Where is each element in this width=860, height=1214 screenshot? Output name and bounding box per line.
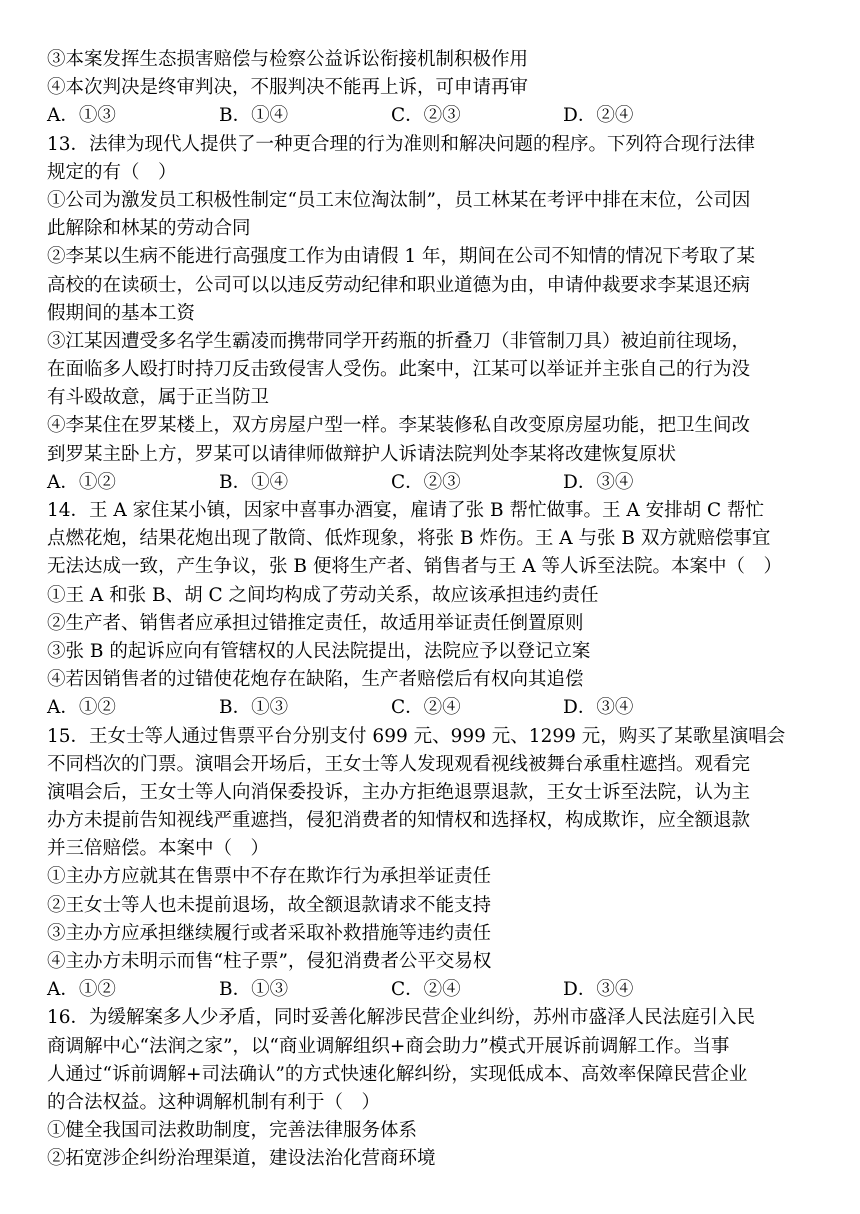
answer-option: A．①③ [47,105,116,127]
text-line: ①健全我国司法救助制度，完善法律服务体系 [47,1120,418,1142]
answer-option: B．①④ [219,471,289,493]
exam-page [47,46,817,1174]
text-line: 演唱会后，王女士等人向消保委投诉，主办方拒绝退票退款，王女士诉至法院，认为主 [47,781,751,803]
text-line: 点燃花炮，结果花炮出现了散筒、低炸现象，将张 B 炸伤。王 A 与张 B 双方就赔偿事宜 [47,528,771,550]
text-line: 此解除和林某的劳动合同 [47,218,251,240]
text-line: 高校的在读硕士，公司可以以违反劳动纪律和职业道德为由，申请仲裁要求李某退还病 [47,274,751,296]
text-line: ③江某因遭受多名学生霸凌而携带同学开药瓶的折叠刀（非管制刀具）被迫前往现场， [47,330,751,352]
text-line: ①公司为激发员工积极性制定“员工末位淘汰制”，员工林某在考评中排在末位，公司因 [47,189,751,211]
text-line: ③主办方应承担继续履行或者采取补救措施等违约责任 [47,922,492,944]
answer-option: C．②④ [391,697,461,719]
text-line: ②李某以生病不能进行高强度工作为由请假 1 年，期间在公司不知情的情况下考取了某 [47,246,756,268]
answer-options [47,976,817,1004]
text-line: ②生产者、销售者应承担过错推定责任，故适用举证责任倒置原则 [47,612,584,634]
text-line: 商调解中心“法润之家”，以“商业调解组织+商会助力”模式开展诉前调解工作。当事 [47,1035,730,1057]
text-line: 规定的有（ ） [47,161,177,183]
text-line: ②拓宽涉企纠纷治理渠道，建设法治化营商环境 [47,1148,436,1170]
answer-option: B．①③ [219,697,289,719]
answer-options [47,102,817,130]
text-line: 13．法律为现代人提供了一种更合理的行为准则和解决问题的程序。下列符合现行法律 [47,133,756,155]
answer-option: B．①③ [219,979,289,1001]
text-line: 有斗殴故意，属于正当防卫 [47,387,270,409]
text-line: ②王女士等人也未提前退场，故全额退款请求不能支持 [47,894,492,916]
text-line: 人通过“诉前调解+司法确认”的方式快速化解纠纷，实现低成本、高效率保障民营企业 [47,1063,748,1085]
text-line: 的合法权益。这种调解机制有利于（ ） [47,1091,381,1113]
text-line: 并三倍赔偿。本案中（ ） [47,838,270,860]
text-line: 14．王 A 家住某小镇，因家中喜事办酒宴，雇请了张 B 帮忙做事。王 A 安排胡 C 帮忙 [47,500,765,521]
answer-options [47,694,817,722]
answer-option: D．③④ [563,697,634,719]
answer-options [47,469,817,497]
text-line: ①王 A 和张 B、胡 C 之间均构成了劳动关系，故应该承担违约责任 [47,584,599,606]
answer-option: A．①② [47,697,116,719]
text-line: ④主办方未明示而售“柱子票”，侵犯消费者公平交易权 [47,951,492,972]
text-line: ③张 B 的起诉应向有管辖权的人民法院提出，法院应予以登记立案 [47,640,591,662]
answer-option: A．①② [47,979,116,1001]
answer-option: C．②④ [391,979,461,1001]
answer-option: D．②④ [563,105,634,127]
text-line: 到罗某主卧上方，罗某可以请律师做辩护人诉请法院判处李某将改建恢复原状 [47,443,677,465]
text-line: 15．王女士等人通过售票平台分别支付 699 元、999 元、1299 元，购买了某歌星演唱会 [47,725,786,747]
text-line: 在面临多人殴打时持刀反击致侵害人受伤。此案中，江某可以举证并主张自己的行为没 [47,359,751,381]
text-line: 办方未提前告知视线严重遮挡，侵犯消费者的知情权和选择权，构成欺诈，应全额退款 [47,810,751,832]
answer-option: A．①② [47,471,116,493]
text-line: ④本次判决是终审判决，不服判决不能再上诉，可申请再审 [47,77,529,99]
text-line: ③本案发挥生态损害赔偿与检察公益诉讼衔接机制积极作用 [47,49,529,70]
text-line: 假期间的基本工资 [47,302,196,324]
answer-option: D．③④ [563,979,634,1001]
text-line: ④若因销售者的过错使花炮存在缺陷，生产者赔偿后有权向其追偿 [47,669,584,691]
answer-option: C．②③ [391,471,461,493]
answer-option: C．②③ [391,105,461,127]
text-line: ①主办方应就其在售票中不存在欺诈行为承担举证责任 [47,866,492,888]
text-line: ④李某住在罗某楼上，双方房屋户型一样。李某装修私自改变原房屋功能，把卫生间改 [47,415,751,437]
answer-option: B．①④ [219,105,289,127]
text-line: 16．为缓解案多人少矛盾，同时妥善化解涉民营企业纠纷，苏州市盛泽人民法庭引入民 [47,1007,756,1029]
answer-option: D．③④ [563,471,634,493]
text-line: 不同档次的门票。演唱会开场后，王女士等人发现观看视线被舞台承重柱遮挡。观看完 [47,753,751,775]
text-line: 无法达成一致，产生争议，张 B 便将生产者、销售者与王 A 等人诉至法院。本案中（ ） [47,556,782,578]
